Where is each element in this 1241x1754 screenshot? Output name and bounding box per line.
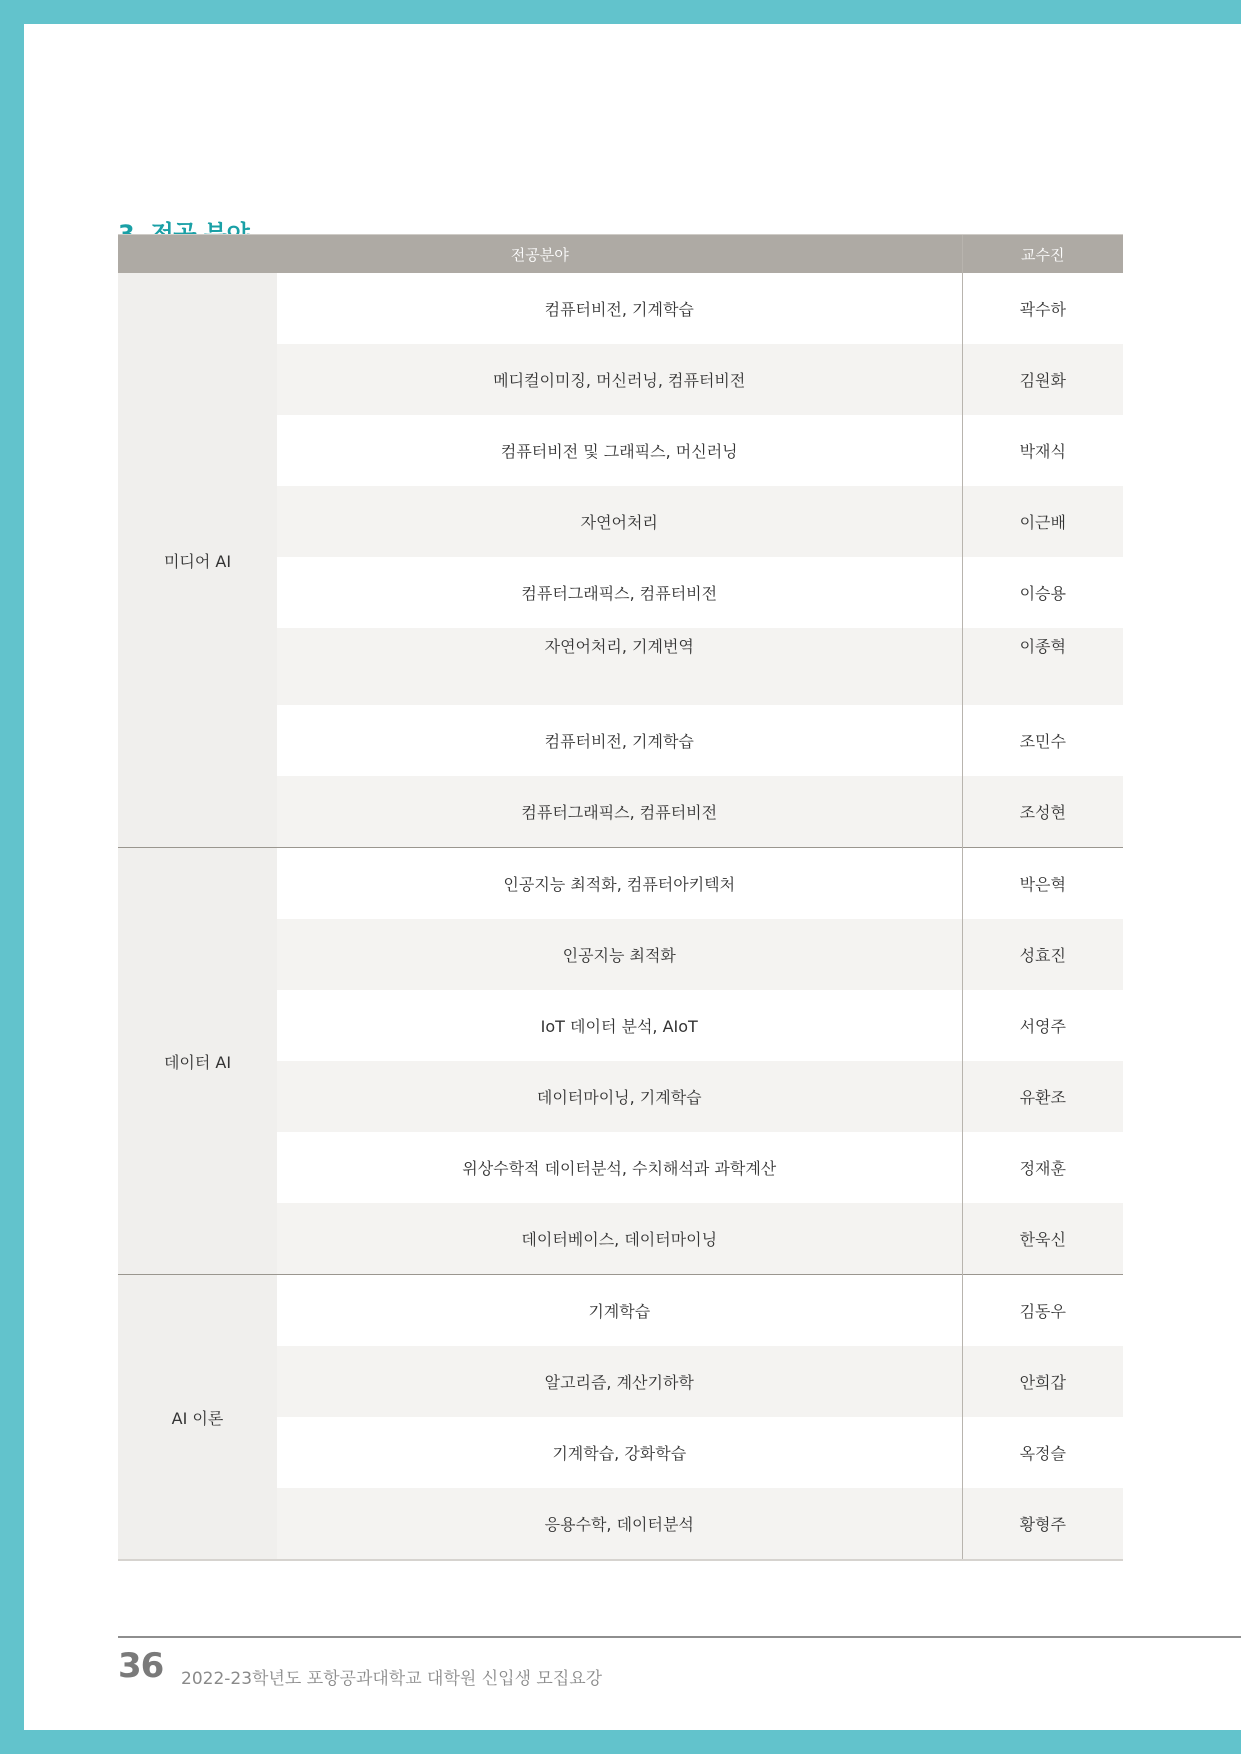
- professor-cell: 박은혁: [962, 848, 1123, 920]
- field-cell: 컴퓨터비전, 기계학습: [277, 273, 962, 344]
- table-row: [118, 848, 1123, 920]
- header-field: 전공분야: [118, 235, 962, 274]
- professor-cell: 이승용: [962, 557, 1123, 628]
- group-ai-theory: AI 이론: [118, 1275, 277, 1561]
- professor-cell: 정재훈: [962, 1132, 1123, 1203]
- professor-cell: 성효진: [962, 919, 1123, 990]
- professor-cell: 옥정슬: [962, 1417, 1123, 1488]
- professor-cell: 안희갑: [962, 1346, 1123, 1417]
- table-row: [118, 1275, 1123, 1347]
- professor-cell: 유환조: [962, 1061, 1123, 1132]
- table-header-row: [118, 235, 1123, 274]
- field-cell: 기계학습, 강화학습: [277, 1417, 962, 1488]
- table-row: [118, 273, 1123, 344]
- field-cell: 응용수학, 데이터분석: [277, 1488, 962, 1560]
- major-fields-table: [118, 234, 1123, 1561]
- group-media-ai: 미디어 AI: [118, 273, 277, 848]
- field-cell: IoT 데이터 분석, AIoT: [277, 990, 962, 1061]
- professor-cell: 김원화: [962, 344, 1123, 415]
- professor-cell: 조민수: [962, 705, 1123, 776]
- field-cell: 컴퓨터그래픽스, 컴퓨터비전: [277, 557, 962, 628]
- field-cell: 기계학습: [277, 1275, 962, 1347]
- field-cell: 컴퓨터비전 및 그래픽스, 머신러닝: [277, 415, 962, 486]
- field-cell: 자연어처리, 기계번역: [277, 628, 962, 705]
- field-cell: 알고리즘, 계산기하학: [277, 1346, 962, 1417]
- professor-cell: 박재식: [962, 415, 1123, 486]
- field-cell: 위상수학적 데이터분석, 수치해석과 과학계산: [277, 1132, 962, 1203]
- page-number: 36: [118, 1646, 164, 1686]
- professor-cell: 조성현: [962, 776, 1123, 848]
- field-cell: 메디컬이미징, 머신러닝, 컴퓨터비전: [277, 344, 962, 415]
- professor-cell: 곽수하: [962, 273, 1123, 344]
- header-professor: 교수진: [962, 235, 1123, 274]
- professor-cell: 김동우: [962, 1275, 1123, 1347]
- field-cell: 데이터마이닝, 기계학습: [277, 1061, 962, 1132]
- professor-cell: 이종혁: [962, 628, 1123, 705]
- field-cell: 인공지능 최적화: [277, 919, 962, 990]
- professor-cell: 서영주: [962, 990, 1123, 1061]
- field-cell: 데이터베이스, 데이터마이닝: [277, 1203, 962, 1275]
- field-cell: 컴퓨터그래픽스, 컴퓨터비전: [277, 776, 962, 848]
- footer-divider: [118, 1636, 1241, 1638]
- professor-cell: 한욱신: [962, 1203, 1123, 1275]
- field-cell: 인공지능 최적화, 컴퓨터아키텍처: [277, 848, 962, 920]
- professor-cell: 이근배: [962, 486, 1123, 557]
- professor-cell: 황형주: [962, 1488, 1123, 1560]
- footer-text: 2022-23학년도 포항공과대학교 대학원 신입생 모집요강: [181, 1669, 603, 1689]
- group-data-ai: 데이터 AI: [118, 848, 277, 1275]
- document-page: [24, 24, 1241, 1730]
- field-cell: 자연어처리: [277, 486, 962, 557]
- field-cell: 컴퓨터비전, 기계학습: [277, 705, 962, 776]
